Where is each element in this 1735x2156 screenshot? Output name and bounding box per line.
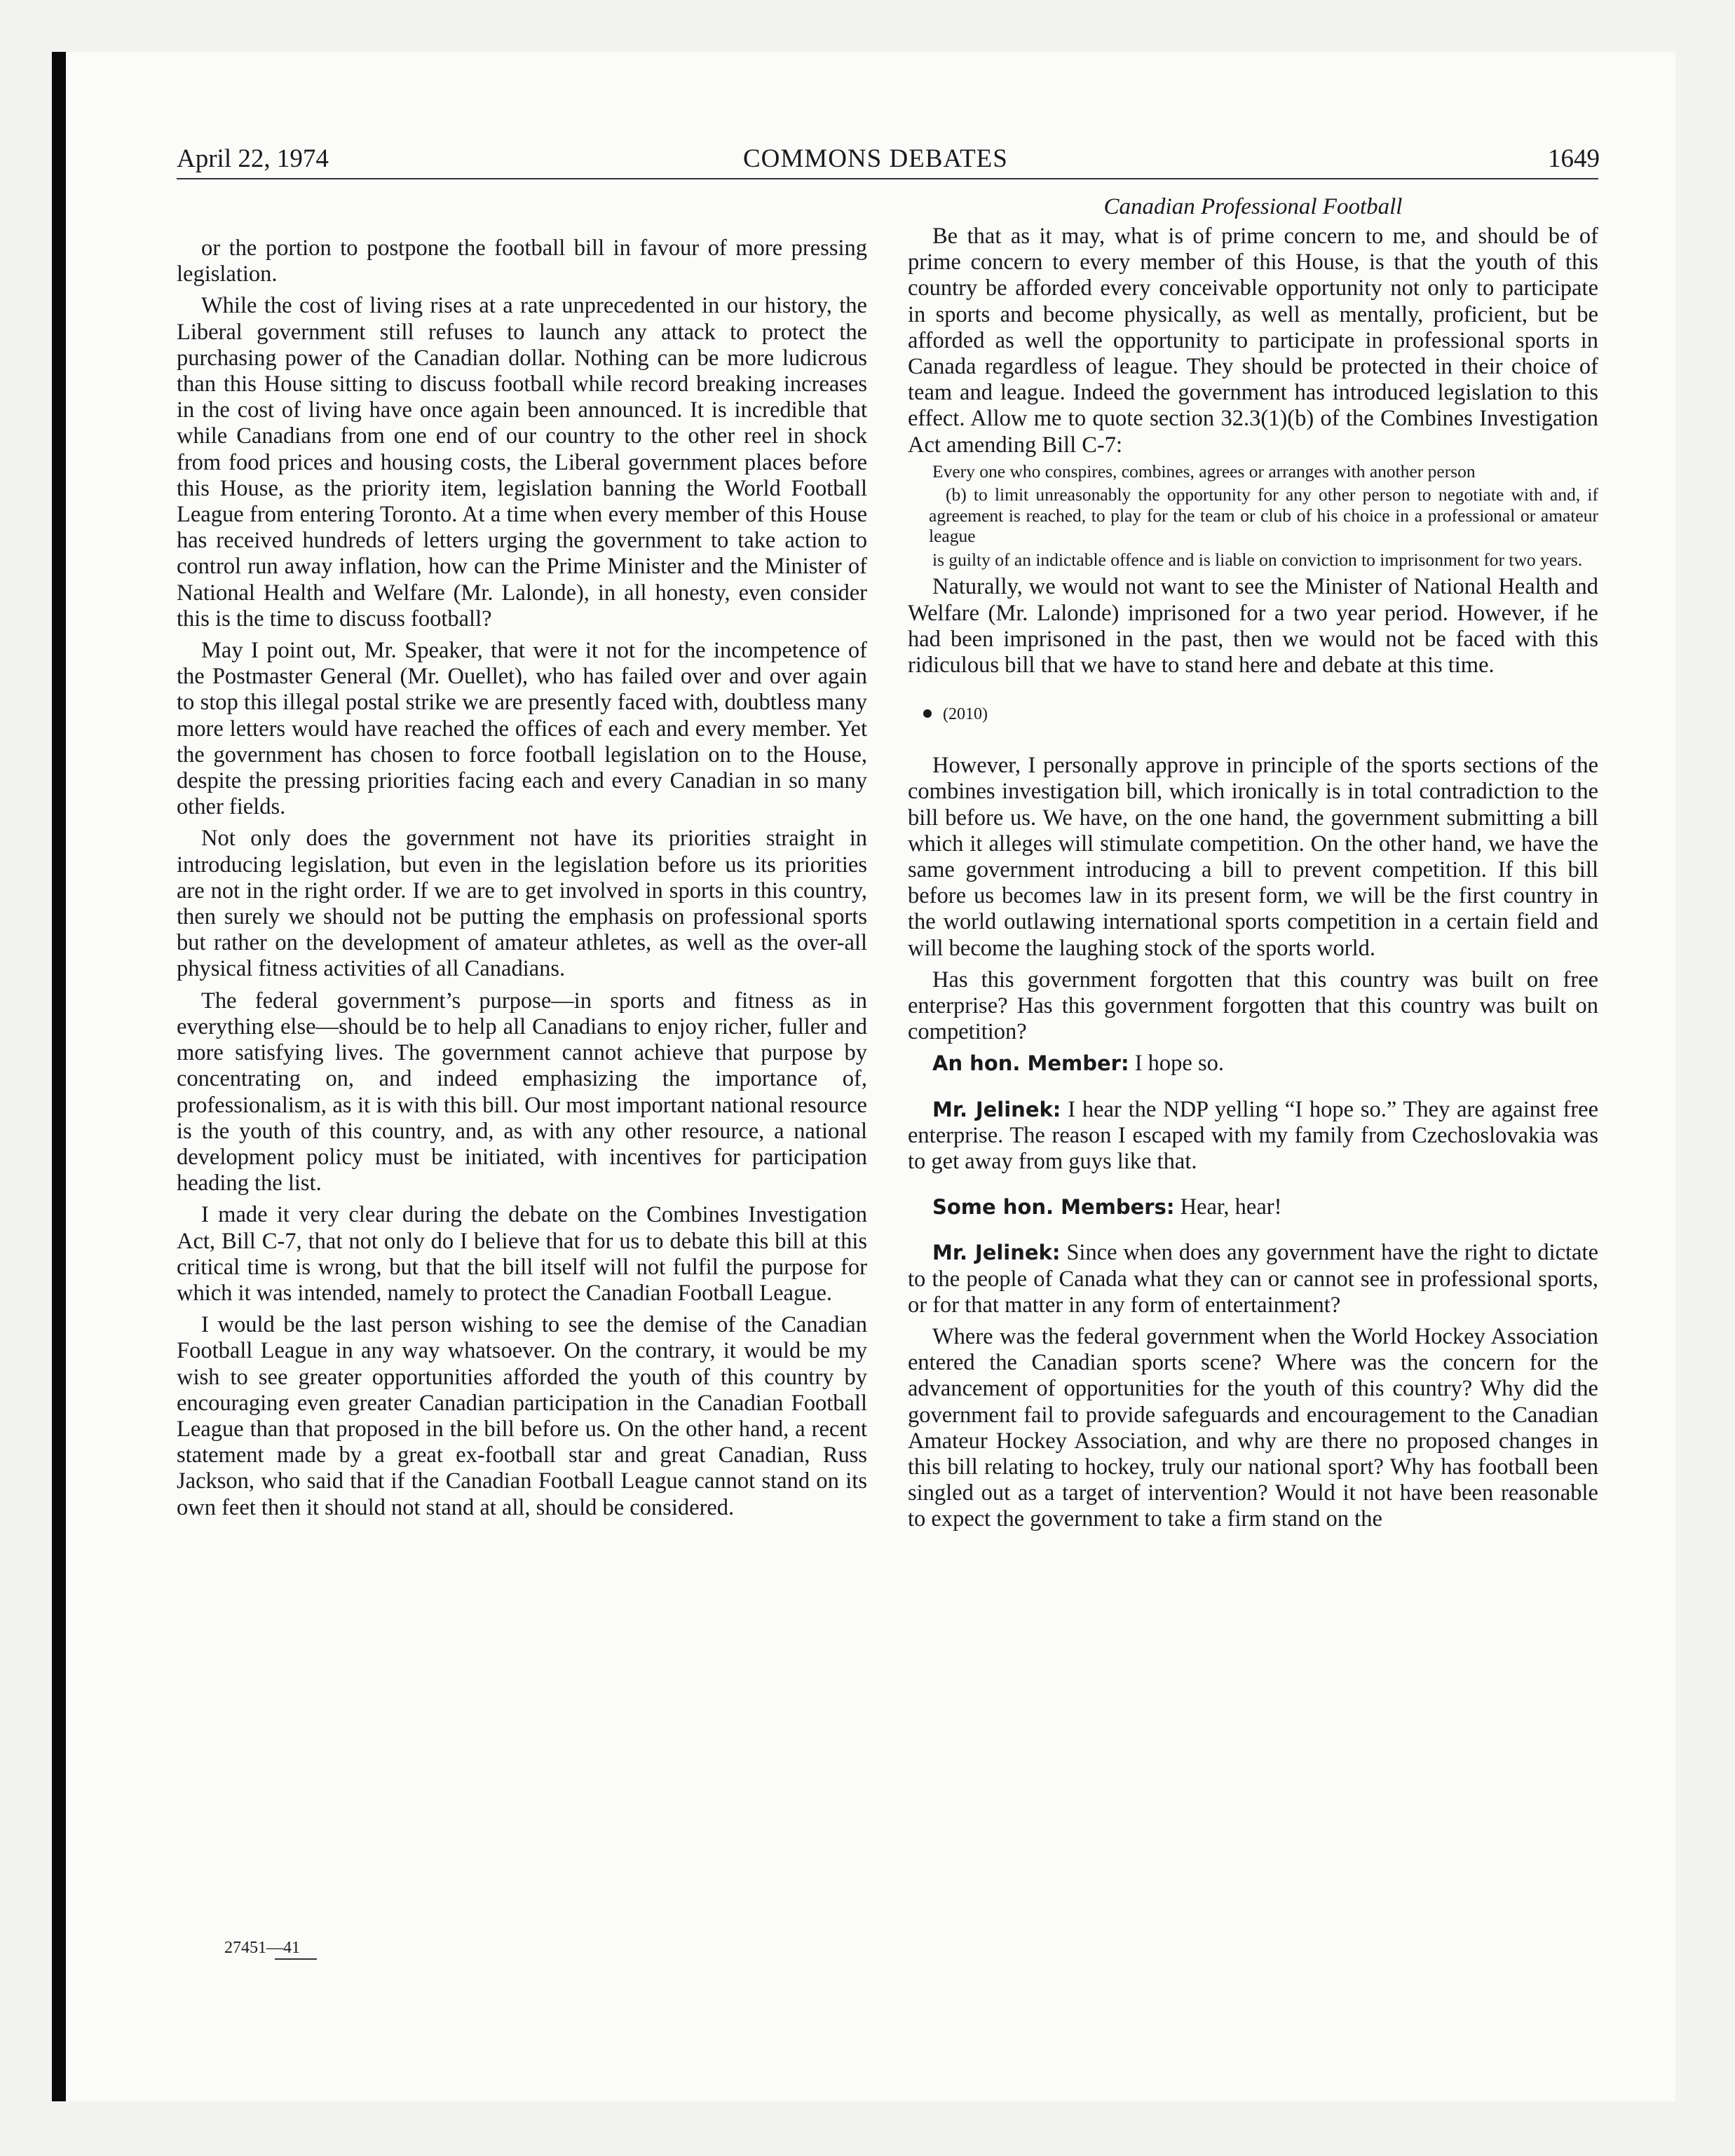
quote-item: (b) to limit unreasonably the opportunity for any other person to negotiate with and, if agreement is reached, to play for the team or club of his choice in a professional or amateur league [929, 484, 1598, 547]
left-column [177, 236, 867, 1521]
speaker-exchange [908, 1194, 1598, 1220]
paragraph: I would be the last person wishing to see the demise of the Canadian Football League in any way whatsoever. On the contrary, it would be my wish to see greater opportunities afforded the youth of this country by encouraging even greater Canadian participation in the Canadian Football League than that proposed in the bill before us. On the other hand, a recent statement made by a great ex-football star and great Canadian, Russ Jackson, who said that if the Canadian Football League cannot stand on its own feet then it should not stand at all, should be considered. [177, 1312, 867, 1520]
speaker-name: Mr. Jelinek: [932, 1241, 1061, 1265]
paragraph: While the cost of living rises at a rate unprecedented in our history, the Liberal government still refuses to launch any attack to protect the purchasing power of the Canadian dollar. Nothing can be more ludicrous than this House sitting to discuss football while record breaking increases in the cost of living have once again been announced. It is incredible that while Canadians from one end of our country to the other reel in shock from food prices and housing costs, the Liberal government places before this House, as the priority item, legislation banning the World Football League from entering Toronto. At a time when every member of this House has received hundreds of letters urging the government to take action to control run away inflation, how can the Prime Minister and the Minister of National Health and Welfare (Mr. Lalonde), in all honesty, even consider this is the time to discuss football? [177, 293, 867, 632]
footer-code: 27451—41 [224, 1939, 300, 1957]
quote-end: is guilty of an indictable offence and is liable on conviction to imprisonment for two years. [932, 549, 1583, 570]
header-rule [177, 178, 1598, 179]
speaker-exchange [908, 1097, 1598, 1175]
bullet-dot-icon [923, 709, 932, 718]
paragraph: or the portion to postpone the football bill in favour of more pressing legislation. [177, 236, 867, 287]
paragraph: I made it very clear during the debate on the Combines Investigation Act, Bill C-7, that not only do I believe that for us to debate this bill at this critical time is wrong, but that the bill itself will not fulfil the purpose for which it was intended, namely to protect the Canadian Football League. [177, 1202, 867, 1306]
speaker-name: An hon. Member: [932, 1051, 1129, 1076]
header-title: COMMONS DEBATES [743, 144, 1008, 173]
header-date: April 22, 1974 [177, 144, 329, 173]
paragraph: However, I personally approve in principle of the sports sections of the combines investigation bill, which ironically is in total contradiction to the bill before us. We have, on the one hand, the government submitting a bill which it alleges will stimulate competition. On the other hand, we have the same government introducing a bill to prevent competition. If this bill before us becomes law in its present form, we will be the first country in the world outlawing international sports competition in a certain field and will become the laughing stock of the sports world. [908, 753, 1598, 961]
speaker-text: Since when does any government have the right to dictate to the people of Canada what they can or cannot see in professional sports, or for that matter in any form of entertainment? [908, 1240, 1598, 1318]
speaker-text: Hear, hear! [1174, 1194, 1282, 1220]
paragraph: May I point out, Mr. Speaker, that were it not for the incompetence of the Postmaster General (Mr. Ouellet), who has failed over and over again to stop this illegal postal strike we are presently faced with, doubtless many more letters would have reached the offices of each and every member. Yet the government has chosen to force football legislation on to the House, despite the pressing priorities facing each and every Canadian in so many other fields. [177, 638, 867, 820]
paragraph: Be that as it may, what is of prime concern to me, and should be of prime concern to every member of this House, is that the youth of this country be afforded every conceivable opportunity not only to participate in sports and become physically, as well as mentally, proficient, but be afforded as well the opportunity to participate in professional sports in Canada regardless of league. They should be protected in their choice of team and league. Indeed the government has introduced legislation to this effect. Allow me to quote section 32.3(1)(b) of the Combines Investigation Act amending Bill C-7: [908, 224, 1598, 458]
paragraph: Has this government forgotten that this country was built on free enterprise? Has this government forgotten that this country was built on competition? [908, 967, 1598, 1045]
speaker-name: Mr. Jelinek: [932, 1097, 1061, 1121]
scan-edge-bar [52, 52, 66, 2101]
right-column [908, 193, 1598, 1533]
header-page-number: 1649 [1548, 144, 1600, 173]
paragraph: The federal government’s purpose—in sports and fitness as in everything else—should be to help all Canadians to enjoy richer, fuller and more satisfying lives. The government cannot achieve that purpose by concentrating on, and indeed emphasizing the importance of, professionalism, as it is with this bill. Our most important national resource is the youth of this country, and, as with any other resource, a national development policy must be initiated, with incentives for participation heading the list. [177, 988, 867, 1196]
speaker-text: I hear the NDP yelling “I hope so.” They are against free enterprise. The reason I escaped with my family from Czechoslovakia was to get away from guys like that. [908, 1096, 1598, 1174]
section-subheading: Canadian Professional Football [1103, 194, 1403, 219]
time-marker [908, 704, 1598, 725]
speaker-exchange [908, 1051, 1598, 1077]
speaker-exchange [908, 1240, 1598, 1318]
paragraph: Naturally, we would not want to see the Minister of National Health and Welfare (Mr. Lalonde) imprisoned for a two year period. However, if he had been imprisoned in the past, then we would not be faced with this ridiculous bill that we have to stand here and debate at this time. [908, 574, 1598, 678]
paragraph: Where was the federal government when the World Hockey Association entered the Canadian sports scene? Where was the concern for the advancement of opportunities for the youth of this country? Why did the government fail to provide safeguards and encouragement to the Canadian Amateur Hockey Association, and why are there no proposed changes in this bill relating to hockey, truly our national sport? Why has football been singled out as a target of intervention? Would it not have been reasonable to expect the government to take a firm stand on the [908, 1324, 1598, 1532]
time-marker-text: (2010) [943, 705, 988, 724]
paragraph: Not only does the government not have its priorities straight in introducing legislation, but even in the legislation before us its priorities are not in the right order. If we are to get involved in sports in this country, then surely we should not be putting the emphasis on professional sports but rather on the development of amateur athletes, as well as the over-all physical fitness activities of all Canadians. [177, 826, 867, 982]
quote-intro: Every one who conspires, combines, agrees or arranges with another person [932, 460, 1476, 482]
footer-underline [275, 1958, 317, 1960]
speaker-text: I hope so. [1129, 1051, 1224, 1077]
speaker-name: Some hon. Members: [932, 1195, 1175, 1220]
